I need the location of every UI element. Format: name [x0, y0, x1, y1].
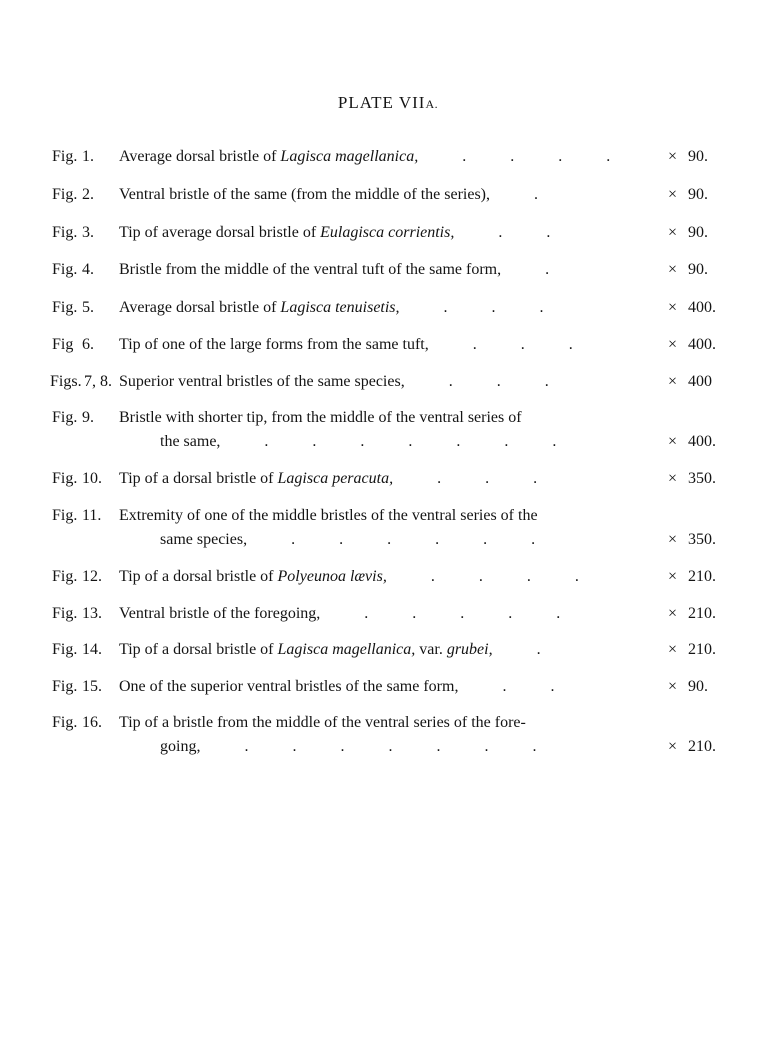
- figure-entry: [0, 183, 776, 207]
- leader-dot: .: [568, 336, 573, 353]
- times-sign: ×: [668, 336, 678, 353]
- leader-dot: .: [448, 373, 453, 390]
- figure-label: [52, 145, 114, 169]
- figure-number: 15.: [82, 678, 102, 695]
- leader-dot: .: [340, 738, 345, 755]
- figure-entry: [0, 638, 776, 662]
- leader-dot: .: [496, 373, 501, 390]
- times-sign: ×: [668, 605, 678, 622]
- magnification: [668, 675, 728, 699]
- figure-label: [52, 565, 114, 589]
- leader-dots: [387, 568, 579, 585]
- leader-dot: .: [460, 605, 465, 622]
- leader-dot: .: [484, 738, 489, 755]
- times-sign: ×: [668, 148, 678, 165]
- figure-number: 5.: [82, 299, 94, 316]
- description-text: Tip of a dorsal bristle of: [119, 568, 278, 585]
- times-sign: ×: [668, 373, 678, 390]
- leader-dot: .: [502, 678, 507, 695]
- figure-number: 2.: [82, 186, 94, 203]
- variety-name: grubei,: [446, 641, 493, 658]
- leader-dot: .: [504, 433, 509, 450]
- figure-label-word: Fig.: [52, 186, 78, 203]
- times-sign: ×: [668, 224, 678, 241]
- figure-label-word: Fig: [52, 336, 74, 353]
- description-text: Bristle with shorter tip, from the middle of the ventral series of: [119, 409, 522, 426]
- figure-label-word: Fig.: [52, 605, 78, 622]
- leader-dot: .: [520, 336, 525, 353]
- leader-dots: [247, 531, 535, 548]
- magnification: [668, 333, 728, 357]
- times-sign: ×: [668, 531, 678, 548]
- leader-dot: .: [436, 738, 441, 755]
- description-text: Superior ventral bristles of the same species,: [119, 373, 405, 390]
- figure-number: 10.: [82, 470, 102, 487]
- magnification-value: 350.: [688, 470, 716, 487]
- leader-dot: .: [412, 605, 417, 622]
- leader-dot: .: [556, 605, 561, 622]
- leader-dots: [400, 299, 544, 316]
- description-text: Ventral bristle of the foregoing,: [119, 605, 321, 622]
- figure-number: 11.: [82, 507, 102, 524]
- figure-number: 9.: [82, 409, 94, 426]
- description-text: var.: [415, 641, 447, 658]
- magnification: [668, 638, 728, 662]
- magnification: [668, 565, 728, 589]
- figure-label-word: Figs.: [50, 373, 82, 390]
- leader-dots: [220, 433, 556, 450]
- figure-entry: [0, 565, 776, 589]
- figure-label: [52, 675, 114, 699]
- leader-dot: .: [456, 433, 461, 450]
- description-text: One of the superior ventral bristles of the same form,: [119, 678, 459, 695]
- times-sign: ×: [668, 678, 678, 695]
- description-text: Tip of a dorsal bristle of: [119, 470, 278, 487]
- magnification: [668, 145, 728, 169]
- description-text: Ventral bristle of the same (from the middle of the series),: [119, 186, 490, 203]
- description-continuation: [119, 528, 637, 552]
- magnification: [668, 735, 728, 759]
- figure-label: [52, 183, 114, 207]
- times-sign: ×: [668, 299, 678, 316]
- magnification-value: 350.: [688, 531, 716, 548]
- description-text: Extremity of one of the middle bristles of the ventral series of the: [119, 507, 538, 524]
- description-continuation: [119, 735, 637, 759]
- figure-description: [119, 221, 637, 245]
- leader-dot: .: [531, 531, 536, 548]
- leader-dot: .: [532, 738, 537, 755]
- times-sign: ×: [668, 738, 678, 755]
- figure-description: [119, 183, 637, 207]
- leader-dot: .: [533, 470, 538, 487]
- figure-description: [119, 675, 637, 699]
- times-sign: ×: [668, 568, 678, 585]
- figure-label: [52, 406, 114, 430]
- plate-title-main: PLATE VII: [337, 93, 426, 112]
- leader-dot: .: [485, 470, 490, 487]
- figure-entry: [0, 296, 776, 320]
- figure-label: [52, 258, 114, 282]
- figure-description: [119, 504, 637, 552]
- description-text: Tip of one of the large forms from the same tuft,: [119, 336, 429, 353]
- magnification: [668, 258, 728, 282]
- magnification-value: 90.: [688, 261, 708, 278]
- magnification: [668, 183, 728, 207]
- leader-dot: .: [435, 531, 440, 548]
- leader-dots: [493, 641, 541, 658]
- plate-title-suffix: A.: [425, 97, 439, 111]
- leader-dots: [393, 470, 537, 487]
- magnification-value: 400.: [688, 336, 716, 353]
- description-text: going,: [160, 738, 201, 755]
- leader-dot: .: [539, 299, 544, 316]
- description-text: same species,: [160, 531, 248, 548]
- leader-dot: .: [244, 738, 249, 755]
- leader-dot: .: [462, 148, 467, 165]
- magnification: [668, 430, 728, 454]
- figure-description: [119, 638, 637, 662]
- figure-label-word: Fig.: [52, 261, 78, 278]
- leader-dot: .: [526, 568, 531, 585]
- leader-dot: .: [508, 605, 513, 622]
- magnification-value: 210.: [688, 738, 716, 755]
- leader-dot: .: [291, 531, 296, 548]
- magnification-value: 90.: [688, 224, 708, 241]
- magnification-value: 210.: [688, 605, 716, 622]
- leader-dot: .: [430, 568, 435, 585]
- magnification-value: 400.: [688, 433, 716, 450]
- species-name: Lagisca peracuta,: [277, 470, 394, 487]
- times-sign: ×: [668, 470, 678, 487]
- description-text: Tip of a bristle from the middle of the ventral series of the fore-: [119, 714, 526, 731]
- figure-label: [52, 296, 114, 320]
- figure-description: [119, 565, 637, 589]
- figure-description: [119, 602, 637, 626]
- leader-dot: .: [552, 433, 557, 450]
- leader-dot: .: [546, 224, 551, 241]
- figure-label: [52, 333, 114, 357]
- leader-dot: .: [264, 433, 269, 450]
- description-text: Tip of a dorsal bristle of: [119, 641, 278, 658]
- leader-dots: [429, 336, 573, 353]
- species-name: Lagisca tenuisetis,: [280, 299, 400, 316]
- figure-label-word: Fig.: [52, 678, 78, 695]
- figure-label-word: Fig.: [52, 299, 78, 316]
- figure-label-word: Fig.: [52, 148, 78, 165]
- leader-dot: .: [550, 678, 555, 695]
- leader-dot: .: [472, 336, 477, 353]
- figure-entry: [0, 675, 776, 699]
- figure-label: [52, 602, 114, 626]
- description-text: Average dorsal bristle of: [119, 299, 281, 316]
- figure-entry: [0, 467, 776, 491]
- leader-dot: .: [606, 148, 611, 165]
- leader-dots: [405, 373, 549, 390]
- figure-entry: [0, 504, 776, 552]
- leader-dot: .: [545, 261, 550, 278]
- leader-dots: [458, 678, 554, 695]
- figure-label-word: Fig.: [52, 507, 78, 524]
- leader-dots: [418, 148, 610, 165]
- leader-dots: [490, 186, 538, 203]
- times-sign: ×: [668, 433, 678, 450]
- magnification-value: 210.: [688, 568, 716, 585]
- times-sign: ×: [668, 186, 678, 203]
- figure-label-word: Fig.: [52, 409, 78, 426]
- figure-number: 12.: [82, 568, 102, 585]
- figure-entry: [0, 145, 776, 169]
- figure-number: 13.: [82, 605, 102, 622]
- figure-entry: [0, 711, 776, 759]
- leader-dots: [454, 224, 550, 241]
- description-text: the same,: [160, 433, 221, 450]
- figure-number: 16.: [82, 714, 102, 731]
- leader-dot: .: [312, 433, 317, 450]
- description-text: Tip of average dorsal bristle of: [119, 224, 321, 241]
- species-name: Eulagisca corrientis,: [320, 224, 455, 241]
- leader-dot: .: [388, 738, 393, 755]
- figure-label-word: Fig.: [52, 641, 78, 658]
- figure-number: 7, 8.: [84, 373, 112, 390]
- magnification: [668, 528, 728, 552]
- description-continuation: [119, 430, 637, 454]
- figure-label: [52, 504, 114, 528]
- description-text: Bristle from the middle of the ventral tuft of the same form,: [119, 261, 502, 278]
- figure-label-word: Fig.: [52, 568, 78, 585]
- figure-label-word: Fig.: [52, 714, 78, 731]
- figure-entry: [0, 258, 776, 282]
- leader-dot: .: [558, 148, 563, 165]
- figure-description: [119, 711, 637, 759]
- leader-dot: .: [491, 299, 496, 316]
- figure-entry: [0, 333, 776, 357]
- leader-dot: .: [437, 470, 442, 487]
- leader-dot: .: [498, 224, 503, 241]
- leader-dot: .: [534, 186, 538, 203]
- figure-entry: [0, 221, 776, 245]
- figure-description: [119, 258, 637, 282]
- leader-dot: .: [292, 738, 297, 755]
- figure-entry: [0, 602, 776, 626]
- leader-dots: [320, 605, 560, 622]
- figure-label: [52, 221, 114, 245]
- leader-dot: .: [408, 433, 413, 450]
- times-sign: ×: [668, 261, 678, 278]
- leader-dots: [501, 261, 549, 278]
- leader-dot: .: [536, 641, 541, 658]
- leader-dot: .: [364, 605, 369, 622]
- figure-description: [119, 145, 637, 169]
- plate-title: [0, 93, 776, 113]
- magnification-value: 210.: [688, 641, 716, 658]
- magnification: [668, 221, 728, 245]
- leader-dot: .: [360, 433, 365, 450]
- figure-description: [119, 467, 637, 491]
- figure-description: [119, 333, 637, 357]
- times-sign: ×: [668, 641, 678, 658]
- figure-label: [52, 467, 114, 491]
- figure-label-word: Fig.: [52, 470, 78, 487]
- magnification-value: 400: [688, 373, 712, 390]
- leader-dot: .: [339, 531, 344, 548]
- figure-entry: [0, 370, 776, 394]
- species-name: Lagisca magellanica,: [277, 641, 416, 658]
- figure-number: 14.: [82, 641, 102, 658]
- magnification-value: 90.: [688, 148, 708, 165]
- figure-number: 3.: [82, 224, 94, 241]
- magnification: [668, 370, 728, 394]
- leader-dot: .: [544, 373, 549, 390]
- leader-dot: .: [510, 148, 515, 165]
- figure-label: [50, 370, 112, 394]
- figure-label: [52, 638, 114, 662]
- leader-dot: .: [574, 568, 579, 585]
- figure-label-word: Fig.: [52, 224, 78, 241]
- leader-dot: .: [387, 531, 392, 548]
- figure-number: 1.: [82, 148, 94, 165]
- magnification-value: 90.: [688, 186, 708, 203]
- magnification: [668, 296, 728, 320]
- figure-entry: [0, 406, 776, 454]
- figure-label: [52, 711, 114, 735]
- magnification-value: 90.: [688, 678, 708, 695]
- species-name: Polyeunoa lævis,: [277, 568, 387, 585]
- figure-number: 6.: [82, 336, 94, 353]
- figure-description: [119, 406, 637, 454]
- figure-description: [119, 296, 637, 320]
- magnification: [668, 602, 728, 626]
- magnification-value: 400.: [688, 299, 716, 316]
- description-text: Average dorsal bristle of: [119, 148, 281, 165]
- leader-dot: .: [443, 299, 448, 316]
- leader-dots: [200, 738, 536, 755]
- figure-description: [119, 370, 637, 394]
- magnification: [668, 467, 728, 491]
- figure-number: 4.: [82, 261, 94, 278]
- leader-dot: .: [478, 568, 483, 585]
- species-name: Lagisca magellanica,: [280, 148, 419, 165]
- leader-dot: .: [483, 531, 488, 548]
